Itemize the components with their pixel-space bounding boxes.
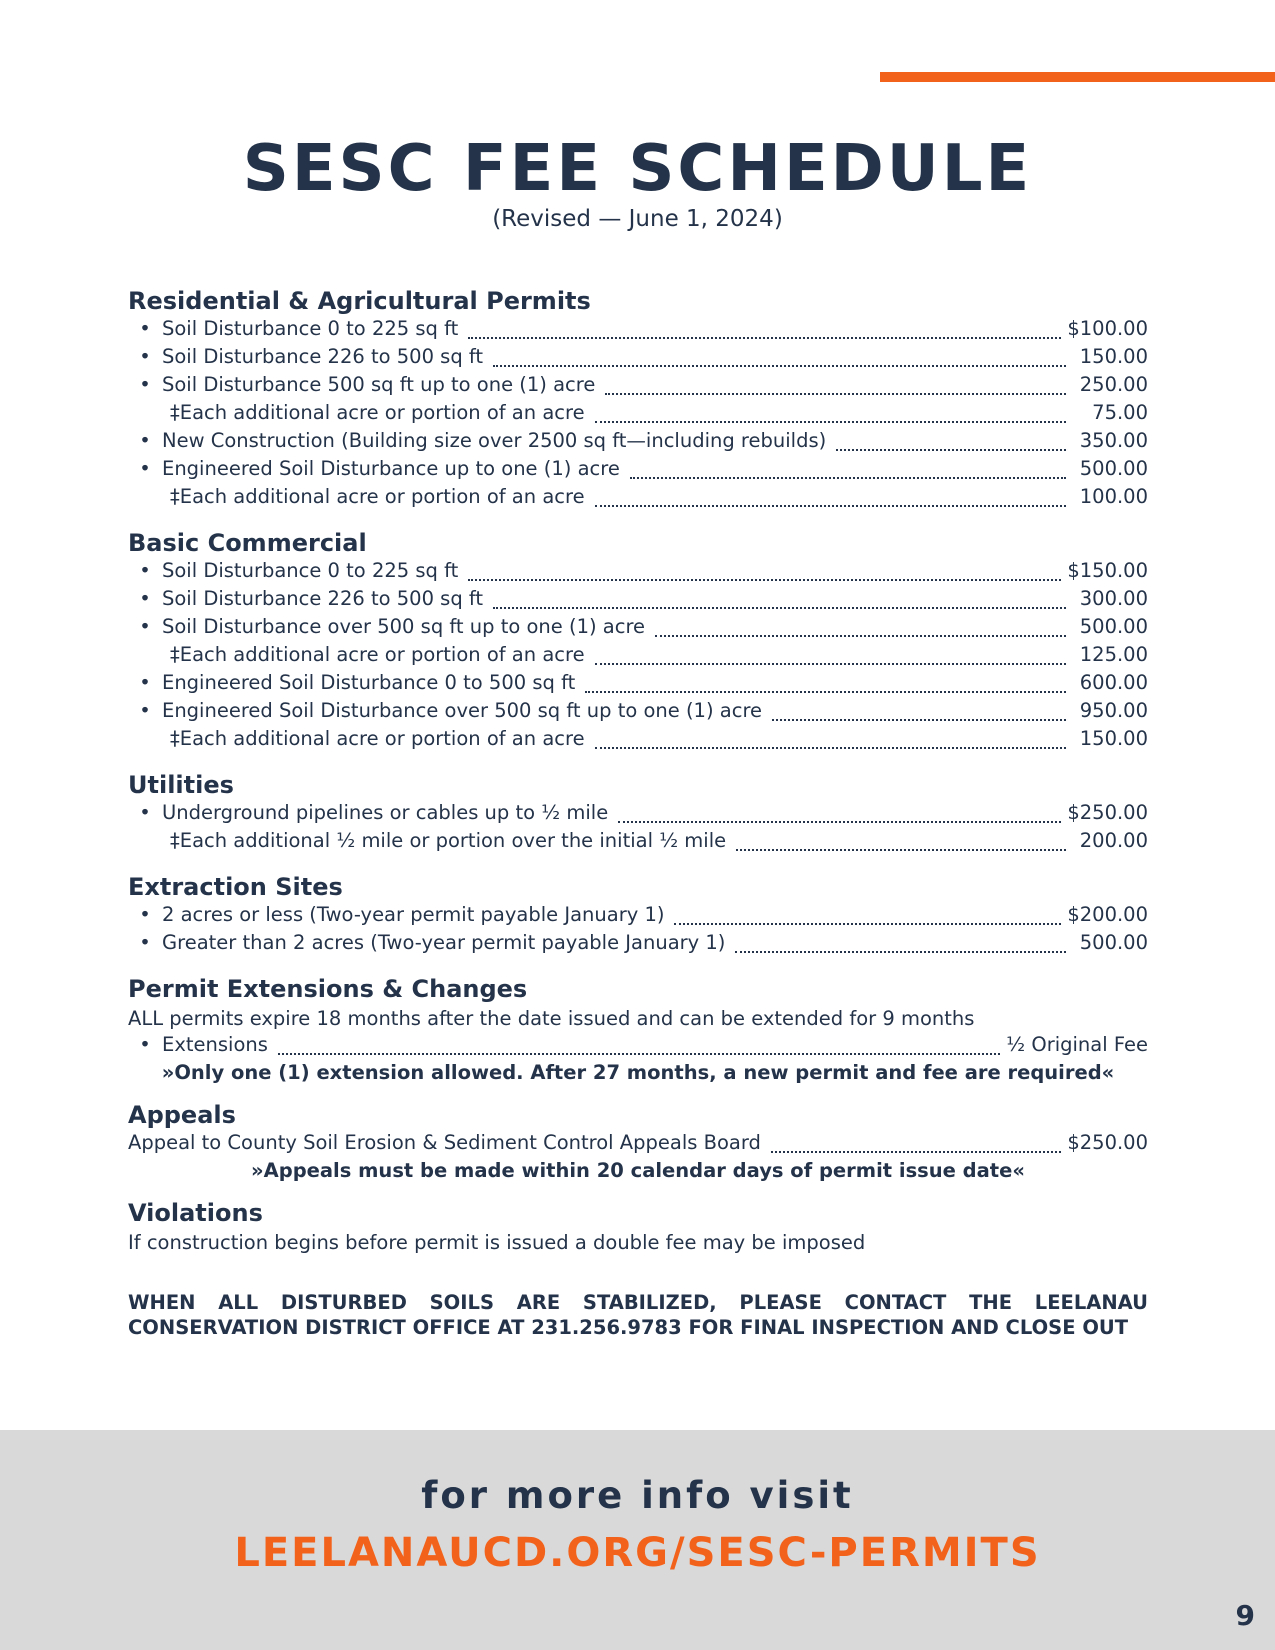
fee-row: • Soil Disturbance 226 to 500 sq ft 300.00 <box>139 587 1148 610</box>
closing-instructions: WHEN ALL DISTURBED SOILS ARE STABILIZED, PLEASE CONTACT THE LEELANAU CONSERVATION DISTRICT OFFICE AT 231.256.9783 FOR FINAL INSPECTION AND CLOSE OUT <box>128 1291 1148 1339</box>
footer-text: for more info visit <box>421 1474 854 1517</box>
appeals-note: »Appeals must be made within 20 calendar days of permit issue date« <box>251 1159 1025 1182</box>
fee-row: • Underground pipelines or cables up to ½ mile $250.00 <box>139 801 1148 824</box>
revision-date: (Revised — June 1, 2024) <box>492 206 783 232</box>
fee-schedule <box>128 285 1148 1271</box>
fee-row: • New Construction (Building size over 2500 sq ft—including rebuilds) 350.00 <box>139 429 1148 452</box>
fee-row-additional: ‡Each additional acre or portion of an acre 75.00 <box>170 401 1148 424</box>
fee-row-additional: ‡Each additional acre or portion of an acre 150.00 <box>170 727 1148 750</box>
section-title: Basic Commercial <box>128 529 367 557</box>
fee-row-additional: ‡Each additional ½ mile or portion over the initial ½ mile 200.00 <box>170 829 1148 852</box>
fee-row: • Soil Disturbance 0 to 225 sq ft $150.00 <box>139 559 1148 582</box>
violations-text: If construction begins before permit is issued a double fee may be imposed <box>128 1231 866 1254</box>
page-title: SESC FEE SCHEDULE <box>242 132 1033 206</box>
fee-row: • Engineered Soil Disturbance 0 to 500 sq ft 600.00 <box>139 671 1148 694</box>
section-title: Residential & Agricultural Permits <box>128 287 591 315</box>
fee-row: • Soil Disturbance over 500 sq ft up to one (1) acre 500.00 <box>139 615 1148 638</box>
section-title: Permit Extensions & Changes <box>128 975 528 1003</box>
fee-row: • Soil Disturbance 500 sq ft up to one (1) acre 250.00 <box>139 373 1148 396</box>
section-appeals <box>128 1099 1148 1183</box>
accent-bar <box>880 72 1275 82</box>
section-title: Utilities <box>128 771 234 799</box>
fee-row: Appeal to County Soil Erosion & Sediment Control Appeals Board $250.00 <box>128 1131 1148 1154</box>
section-extraction <box>128 871 1148 959</box>
section-title: Extraction Sites <box>128 873 343 901</box>
section-extensions <box>128 973 1148 1085</box>
fee-row: • Extensions ½ Original Fee <box>139 1033 1148 1056</box>
fee-row: • Engineered Soil Disturbance up to one (1) acre 500.00 <box>139 457 1148 480</box>
fee-row: • Engineered Soil Disturbance over 500 sq ft up to one (1) acre 950.00 <box>139 699 1148 722</box>
section-title: Appeals <box>128 1101 236 1129</box>
fee-row-additional: ‡Each additional acre or portion of an acre 125.00 <box>170 643 1148 666</box>
fee-row: • Greater than 2 acres (Two-year permit payable January 1) 500.00 <box>139 931 1148 954</box>
fee-row: • Soil Disturbance 0 to 225 sq ft $100.00 <box>139 317 1148 340</box>
footer-banner <box>0 1430 1275 1650</box>
extensions-intro: ALL permits expire 18 months after the date issued and can be extended for 9 months <box>128 1007 975 1030</box>
section-title: Violations <box>128 1199 263 1227</box>
section-utilities <box>128 769 1148 857</box>
page-number: 9 <box>1235 1599 1255 1632</box>
fee-row-additional: ‡Each additional acre or portion of an acre 100.00 <box>170 485 1148 508</box>
website-link[interactable]: LEELANAUCD.ORG/SESC-PERMITS <box>234 1530 1041 1576</box>
fee-row: • 2 acres or less (Two-year permit payable January 1) $200.00 <box>139 903 1148 926</box>
section-violations <box>128 1197 1148 1257</box>
section-commercial <box>128 527 1148 755</box>
section-residential <box>128 285 1148 513</box>
extensions-note: »Only one (1) extension allowed. After 27 months, a new permit and fee are required« <box>161 1061 1115 1084</box>
fee-row: • Soil Disturbance 226 to 500 sq ft 150.00 <box>139 345 1148 368</box>
